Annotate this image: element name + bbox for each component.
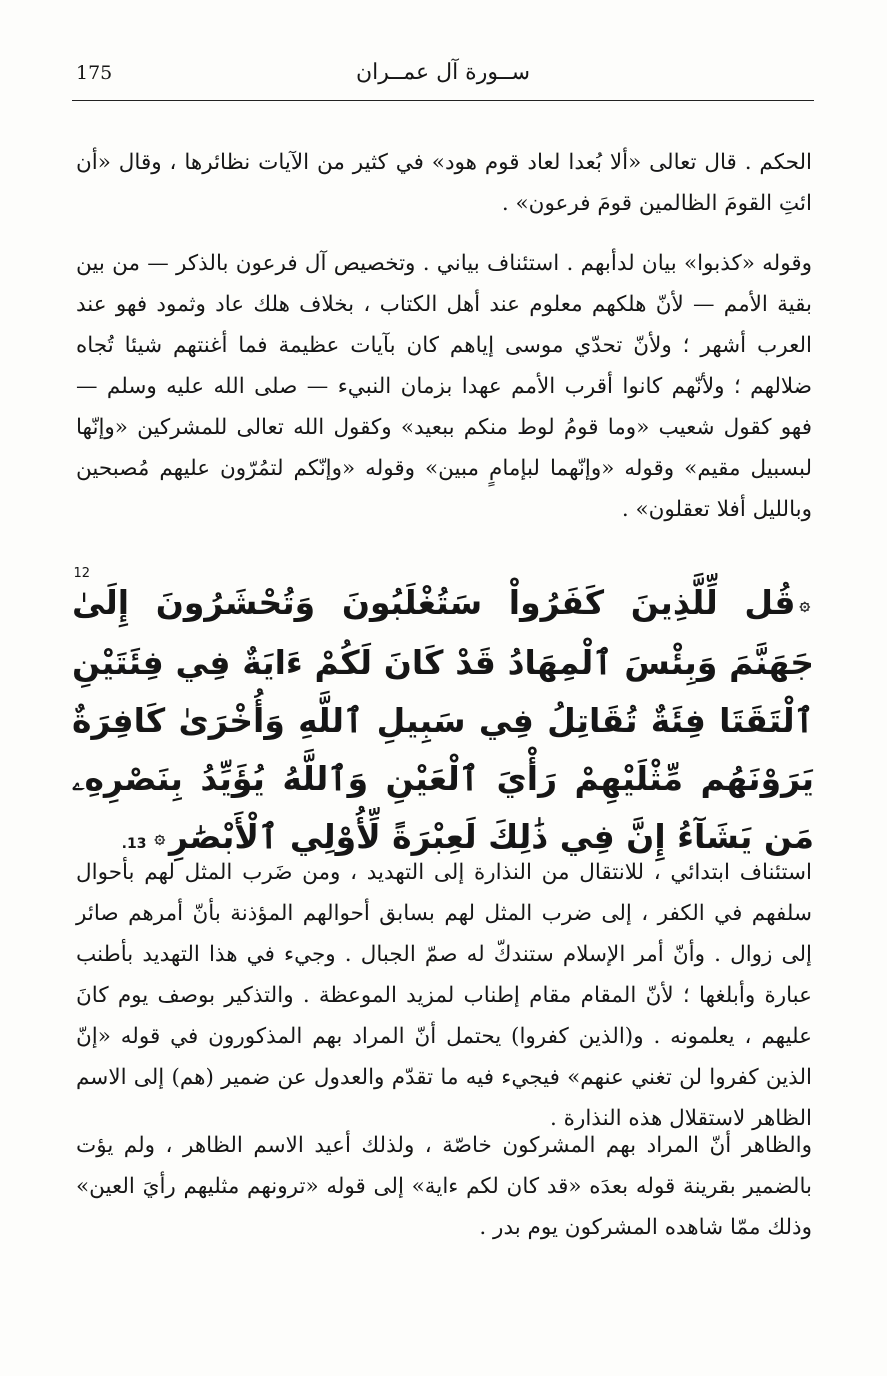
page-number: 175 xyxy=(76,62,113,84)
quran-verse-block xyxy=(72,566,814,873)
verse-text-container xyxy=(72,574,814,873)
paragraph-1: الحكم . قال تعالى «ألا بُعدا لعاد قوم هود» في كثير من الآيات نظائرها ، وقال «أن ائتِ القومَ الظالمين قومَ فرعون» . xyxy=(76,150,812,216)
verse-text: قُل لِّلَّذِينَ كَفَرُواْ سَتُغْلَبُونَ وَتُحْشَرُونَ إِلَىٰ جَهَنَّمَ وَبِئْسَ ٱلْمِهَادُ قَدْ كَانَ لَكُمْ ءَايَةٌ فِي فِئَتَيْنِ ٱلْتَقَتَا فِئَةٌ تُقَاتِلُ فِي سَبِيلِ ٱللَّهِ وَأُخْرَىٰ كَافِرَةٌ يَرَوْنَهُم مِّثْلَيْهِمْ رَأْيَ ٱلْعَيْنِ وَٱللَّهُ يُؤَيِّدُ بِنَصْرِهِۦ مَن يَشَآءُ إِنَّ فِي ذَٰلِكَ لَعِبْرَةً لِّأُوْلِي ٱلْأَبْصَٰرِ xyxy=(72,583,814,856)
paragraph-4: والظاهر أنّ المراد بهم المشركون خاصّة ، ولذلك أعيد الاسم الظاهر ، ولم يؤت بالضمير بقرينة قوله بعدَه «قد كان لكم ءاية» إلى قوله «ترونهم مثليهم رأيَ العين» وذلك ممّا شاهده المشركون يوم بدر . xyxy=(76,1133,812,1240)
paragraph-2: وقوله «كذبوا» بيان لدأبهم . استئناف بياني . وتخصيص آل فرعون بالذكر — من بين بقية الأمم — لأنّ هلكهم معلوم عند أهل الكتاب ، بخلاف هلك عاد وثمود فهو عند العرب أشهر ؛ ولأنّ تحدّي موسى إياهم كان بآيات عظيمة فما أغنتهم شيئا تُجاه ضلالهم ؛ ولأنّهم كانوا أقرب الأمم عهدا بزمان النبيء — صلى الله عليه وسلم — فهو كقول شعيب «وما قومُ لوط منكم ببعيد» وكقول الله تعالى للمشركين «وإنّها لبسبيل مقيم» وقوله «وإنّهما لبإمامٍ مبين» وقوله «وإنّكم لتمُرّون عليهم مُصبحين وبالليل أفلا تعقلون» . xyxy=(76,251,812,522)
verse-close-marker: ۞ xyxy=(154,827,165,848)
running-title: ســورة آل عمــران xyxy=(355,60,531,85)
header-divider xyxy=(72,100,814,101)
verse-end-number: 13. xyxy=(121,835,147,852)
page-header xyxy=(72,58,814,98)
verse-start-number: 12 xyxy=(73,566,90,581)
verse-open-marker: ۞ xyxy=(799,593,810,615)
paragraph-3: استئناف ابتدائي ، للانتقال من النذارة إلى التهديد ، ومن ضَرب المثل لهم بأحوال سلفهم في الكفر ، إلى ضرب المثل لهم بسابق أحوالهم المؤذنة بأنّ أمرهم صائر إلى زوال . وأنّ أمر الإسلام ستندكّ له صمّ الجبال . وجيء في هذا التهديد بأطنب عبارة وأبلغها ؛ لأنّ المقام مقام إطناب لمزيد الموعظة . والتذكير بوصف يوم كانَ عليهم ، يعلمونه . و(الذين كفروا) يحتمل أنّ المراد بهم المذكورون في قوله «إنّ الذين كفروا لن تغني عنهم» فيجيء فيه ما تقدّم والعدول عن ضمير (هم) إلى الاسم الظاهر لاستقلال هذه النذارة . xyxy=(76,860,812,1131)
